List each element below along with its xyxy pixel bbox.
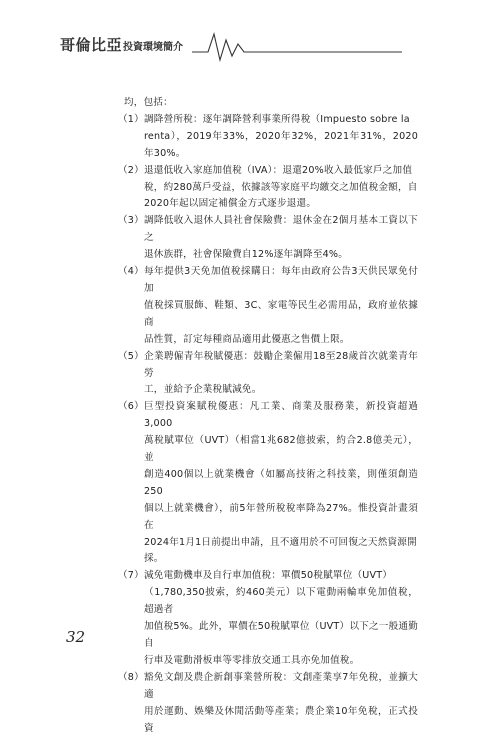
item-text-line: 行車及電動滑板車等零排放交通工具亦免加值稅。 (144, 654, 360, 666)
item-text-line: 用於運動、娛樂及休閒活動等產業；農企業10年免稅，正式投資 (144, 705, 418, 734)
item-number: （6） (118, 401, 144, 413)
document-body (118, 95, 418, 737)
page-number: 32 (66, 628, 86, 646)
item-text-line: 萬稅賦單位（UVT）（相當1兆682億披索，約合2.8億美元），並 (144, 435, 418, 464)
item-text-line: 採。 (144, 553, 164, 565)
intro-text: 均，包括： (124, 97, 173, 108)
item-text-line: 2020年起以固定補償金方式逐步退還。 (144, 198, 317, 210)
list-item (118, 349, 418, 400)
item-number: （5） (118, 350, 144, 362)
item-text-line: 退還低收入家庭加值稅（IVA）：退還20%收入最低家戶之加值 (144, 164, 413, 176)
list-item (118, 568, 418, 669)
item-text-line: 調降營所稅：逐年調降營利事業所得稅（Impuesto sobre la (144, 113, 410, 125)
item-text (144, 112, 418, 163)
item-text-line: 2024年1月1日前提出申請，且不適用於不可回復之天然資源開 (144, 536, 417, 548)
item-text-line: 加值稅5%。此外，單價在50稅賦單位（UVT）以下之一般通勤自 (144, 621, 418, 649)
item-text-line: 退休族群，社會保險費自12%逐年調降至4%。 (144, 249, 349, 261)
item-text (144, 670, 418, 737)
item-text-line: 創造400個以上就業機會（如屬高技術之科技業，則僅須創造250 (144, 468, 418, 497)
item-text-line: 豁免文創及農企新創事業營所稅：文創產業享7年免稅，並擴大適 (144, 671, 418, 700)
list-item (118, 112, 418, 163)
item-text (144, 399, 418, 568)
list-item (118, 264, 418, 349)
item-number: （7） (118, 570, 144, 582)
page-header (0, 0, 480, 60)
item-text-line: 值稅採買服飾、鞋類、3C、家電等民生必需用品，政府並依據商 (144, 299, 418, 328)
item-text (144, 264, 418, 349)
item-text-line: 每年提供3天免加值稅採購日：每年由政府公告3天供民眾免付加 (144, 266, 418, 294)
item-text-line: 企業聘僱青年稅賦優惠：鼓勵企業僱用18至28歲首次就業青年勞 (144, 350, 418, 379)
item-text-line: 調降低收入退休人員社會保險費：退休金在2個月基本工資以下之 (144, 215, 418, 244)
item-text-line: 稅，約280萬戶受益，依據該等家庭平均繳交之加值稅金額，自 (144, 181, 418, 193)
item-text-line: 巨型投資案賦稅優惠：凡工業、商業及服務業，新投資超過3,000 (144, 401, 418, 430)
item-text-line: （1,780,350披索，約460美元）以下電動兩輪車免加值稅，超過者 (144, 587, 418, 616)
list-item (118, 670, 418, 737)
item-text (144, 213, 418, 264)
item-text-line: 品性質，訂定每種商品適用此優惠之售價上限。 (144, 333, 350, 345)
item-text-line: renta），2019年33%，2020年32%，2021年31%，2020年30%。 (144, 130, 418, 159)
item-text (144, 349, 418, 400)
header-title (60, 34, 183, 56)
item-text (144, 568, 418, 669)
item-list (118, 112, 418, 737)
list-item (118, 213, 418, 264)
item-text-line: 工，並給予企業稅賦減免。 (144, 384, 262, 396)
item-text (144, 163, 418, 214)
item-text-line: 減免電動機車及自行車加值稅：單價50稅賦單位（UVT） (144, 570, 393, 582)
item-number: （3） (118, 215, 144, 227)
list-item (118, 399, 418, 568)
list-item (118, 163, 418, 214)
item-number: （4） (118, 266, 144, 278)
item-number: （8） (118, 671, 144, 683)
item-number: （1） (118, 113, 144, 125)
heartbeat-line-icon (192, 30, 402, 64)
item-number: （2） (118, 164, 144, 176)
header-title-main: 哥倫比亞 (60, 36, 123, 54)
item-text-line: 個以上就業機會），前5年營所稅稅率降為27%。惟投資計畫須在 (144, 502, 418, 531)
header-title-sub: 投資環境簡介 (123, 42, 184, 53)
